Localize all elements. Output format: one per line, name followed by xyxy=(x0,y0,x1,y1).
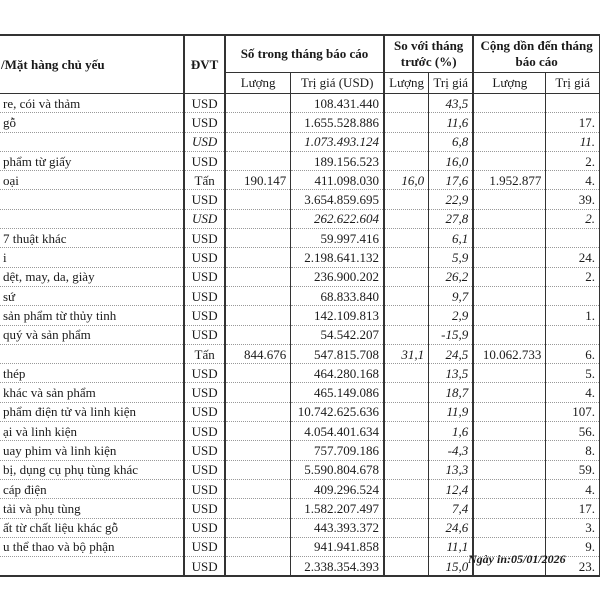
row-month-value: 1.655.528.886 xyxy=(291,113,384,132)
row-name xyxy=(0,132,184,151)
row-month-qty xyxy=(225,132,291,151)
row-unit: USD xyxy=(184,557,225,577)
row-month-qty xyxy=(225,557,291,577)
row-month-value: 10.742.625.636 xyxy=(291,402,384,421)
table-row xyxy=(0,171,600,190)
row-unit: USD xyxy=(184,402,225,421)
row-prev-qty xyxy=(384,557,429,577)
table-row xyxy=(0,460,600,479)
row-prev-value: 24,6 xyxy=(429,518,474,537)
row-prev-value: 5,9 xyxy=(429,248,474,267)
row-prev-qty xyxy=(384,248,429,267)
row-unit: USD xyxy=(184,229,225,248)
row-prev-qty xyxy=(384,499,429,518)
row-name xyxy=(0,344,184,363)
row-month-value: 142.109.813 xyxy=(291,306,384,325)
row-month-value: 941.941.858 xyxy=(291,537,384,556)
header-prev-group: So với tháng trước (%) xyxy=(384,35,473,73)
table-row xyxy=(0,344,600,363)
row-prev-value: 6,8 xyxy=(429,132,474,151)
row-cum-value: 3. xyxy=(546,518,600,537)
row-prev-qty xyxy=(384,537,429,556)
row-prev-qty xyxy=(384,132,429,151)
row-unit: USD xyxy=(184,151,225,170)
row-month-value: 2.338.354.393 xyxy=(291,557,384,577)
header-cum-group: Cộng dồn đến tháng báo cáo xyxy=(473,35,599,73)
row-prev-qty xyxy=(384,402,429,421)
header-month-qty: Lượng xyxy=(225,73,291,94)
row-cum-value: 2. xyxy=(546,267,600,286)
row-month-value: 5.590.804.678 xyxy=(291,460,384,479)
row-cum-qty xyxy=(473,402,546,421)
row-cum-value: 1. xyxy=(546,306,600,325)
header-cum-qty: Lượng xyxy=(473,73,546,94)
row-cum-qty xyxy=(473,151,546,170)
row-cum-qty xyxy=(473,209,546,228)
header-prev-qty: Lượng xyxy=(384,73,429,94)
row-cum-value xyxy=(546,325,600,344)
table-row xyxy=(0,286,600,305)
row-prev-value: -4,3 xyxy=(429,441,474,460)
table-row xyxy=(0,306,600,325)
row-cum-qty xyxy=(473,113,546,132)
row-cum-qty xyxy=(473,190,546,209)
row-cum-qty xyxy=(473,383,546,402)
row-prev-value: 24,5 xyxy=(429,344,474,363)
row-unit: USD xyxy=(184,422,225,441)
row-prev-qty: 16,0 xyxy=(384,171,429,190)
row-prev-qty xyxy=(384,383,429,402)
row-month-qty xyxy=(225,518,291,537)
table-row xyxy=(0,325,600,344)
row-month-qty xyxy=(225,537,291,556)
table-row xyxy=(0,422,600,441)
row-name: i xyxy=(0,248,184,267)
row-prev-value: 22,9 xyxy=(429,190,474,209)
row-cum-qty: 1.952.877 xyxy=(473,171,546,190)
table-row xyxy=(0,402,600,421)
row-month-qty xyxy=(225,267,291,286)
row-prev-value: -15,9 xyxy=(429,325,474,344)
row-unit: Tấn xyxy=(184,344,225,363)
table-row xyxy=(0,190,600,209)
row-cum-qty xyxy=(473,518,546,537)
row-month-qty xyxy=(225,94,291,113)
row-prev-value: 26,2 xyxy=(429,267,474,286)
row-cum-qty xyxy=(473,132,546,151)
row-prev-qty xyxy=(384,422,429,441)
row-cum-value: 107. xyxy=(546,402,600,421)
table-row xyxy=(0,132,600,151)
row-month-value: 547.815.708 xyxy=(291,344,384,363)
row-name: tải và phụ tùng xyxy=(0,499,184,518)
row-month-qty xyxy=(225,209,291,228)
row-name xyxy=(0,557,184,577)
header-cum-value: Trị giá xyxy=(546,73,600,94)
row-cum-value: 17. xyxy=(546,113,600,132)
row-name: gỗ xyxy=(0,113,184,132)
header-prev-value: Trị giá xyxy=(429,73,474,94)
row-unit: USD xyxy=(184,518,225,537)
row-cum-qty: 10.062.733 xyxy=(473,344,546,363)
header-unit: ĐVT xyxy=(184,35,225,94)
row-cum-value: 56. xyxy=(546,422,600,441)
row-month-value: 108.431.440 xyxy=(291,94,384,113)
row-prev-qty xyxy=(384,229,429,248)
row-prev-value: 11,1 xyxy=(429,537,474,556)
header-item: /Mặt hàng chủ yếu xyxy=(0,35,184,94)
row-cum-value: 4. xyxy=(546,383,600,402)
row-cum-qty xyxy=(473,267,546,286)
row-month-qty xyxy=(225,402,291,421)
row-cum-qty xyxy=(473,499,546,518)
row-name: thép xyxy=(0,364,184,383)
row-month-value: 189.156.523 xyxy=(291,151,384,170)
row-month-qty xyxy=(225,460,291,479)
row-cum-qty xyxy=(473,479,546,498)
row-cum-value: 2. xyxy=(546,151,600,170)
row-unit: USD xyxy=(184,499,225,518)
row-name: cáp điện xyxy=(0,479,184,498)
row-month-qty xyxy=(225,306,291,325)
row-unit: USD xyxy=(184,190,225,209)
row-prev-value: 2,9 xyxy=(429,306,474,325)
print-date: Ngày in:05/01/2026 xyxy=(468,552,566,566)
row-cum-qty xyxy=(473,460,546,479)
row-cum-qty xyxy=(473,286,546,305)
row-month-value: 443.393.372 xyxy=(291,518,384,537)
row-month-value: 1.582.207.497 xyxy=(291,499,384,518)
row-prev-value: 12,4 xyxy=(429,479,474,498)
row-unit: USD xyxy=(184,94,225,113)
row-month-value: 2.198.641.132 xyxy=(291,248,384,267)
row-prev-value: 11,9 xyxy=(429,402,474,421)
row-prev-value: 17,6 xyxy=(429,171,474,190)
row-unit: USD xyxy=(184,383,225,402)
row-prev-value: 27,8 xyxy=(429,209,474,228)
row-unit: USD xyxy=(184,537,225,556)
row-prev-qty xyxy=(384,325,429,344)
row-name: phẩm điện tử và linh kiện xyxy=(0,402,184,421)
row-month-value: 54.542.207 xyxy=(291,325,384,344)
row-prev-qty xyxy=(384,306,429,325)
table-row xyxy=(0,479,600,498)
row-month-qty xyxy=(225,499,291,518)
row-month-value: 59.997.416 xyxy=(291,229,384,248)
row-cum-value: 9. xyxy=(546,537,600,556)
row-name: oại xyxy=(0,171,184,190)
row-name: quý và sản phẩm xyxy=(0,325,184,344)
table-row xyxy=(0,113,600,132)
row-month-value: 757.709.186 xyxy=(291,441,384,460)
row-month-qty xyxy=(225,441,291,460)
row-name xyxy=(0,209,184,228)
row-month-qty: 190.147 xyxy=(225,171,291,190)
row-prev-qty xyxy=(384,113,429,132)
row-name: sứ xyxy=(0,286,184,305)
row-unit: USD xyxy=(184,132,225,151)
row-month-value: 411.098.030 xyxy=(291,171,384,190)
row-month-qty xyxy=(225,325,291,344)
row-name: sản phẩm từ thủy tinh xyxy=(0,306,184,325)
row-name: khác và sản phẩm xyxy=(0,383,184,402)
row-month-value: 68.833.840 xyxy=(291,286,384,305)
row-month-value: 464.280.168 xyxy=(291,364,384,383)
row-month-value: 236.900.202 xyxy=(291,267,384,286)
row-cum-qty xyxy=(473,441,546,460)
row-cum-value: 39. xyxy=(546,190,600,209)
row-month-qty xyxy=(225,286,291,305)
row-cum-value: 6. xyxy=(546,344,600,363)
row-unit: USD xyxy=(184,286,225,305)
table-row xyxy=(0,267,600,286)
row-month-qty: 844.676 xyxy=(225,344,291,363)
row-cum-value xyxy=(546,94,600,113)
row-month-qty xyxy=(225,113,291,132)
row-month-qty xyxy=(225,479,291,498)
row-unit: USD xyxy=(184,364,225,383)
row-cum-value: 8. xyxy=(546,441,600,460)
row-prev-value: 13,3 xyxy=(429,460,474,479)
row-month-value: 3.654.859.695 xyxy=(291,190,384,209)
row-prev-qty xyxy=(384,286,429,305)
row-cum-value: 23. xyxy=(546,557,600,577)
row-prev-value: 13,5 xyxy=(429,364,474,383)
row-prev-value: 7,4 xyxy=(429,499,474,518)
row-name: dệt, may, da, giày xyxy=(0,267,184,286)
table-row xyxy=(0,209,600,228)
row-cum-value: 4. xyxy=(546,171,600,190)
row-month-qty xyxy=(225,248,291,267)
row-name: phẩm từ giấy xyxy=(0,151,184,170)
table-row xyxy=(0,94,600,113)
row-prev-value: 18,7 xyxy=(429,383,474,402)
table-row xyxy=(0,441,600,460)
row-month-qty xyxy=(225,364,291,383)
row-prev-qty xyxy=(384,190,429,209)
row-name: ất từ chất liệu khác gỗ xyxy=(0,518,184,537)
row-prev-value: 9,7 xyxy=(429,286,474,305)
row-cum-value xyxy=(546,229,600,248)
row-cum-value: 2. xyxy=(546,209,600,228)
row-cum-qty xyxy=(473,306,546,325)
row-cum-value: 59. xyxy=(546,460,600,479)
row-name: bị, dụng cụ phụ tùng khác xyxy=(0,460,184,479)
row-prev-qty xyxy=(384,518,429,537)
row-prev-qty: 31,1 xyxy=(384,344,429,363)
row-cum-value: 17. xyxy=(546,499,600,518)
row-cum-value: 24. xyxy=(546,248,600,267)
header-month-value: Trị giá (USD) xyxy=(291,73,384,94)
table-row xyxy=(0,364,600,383)
row-prev-qty xyxy=(384,267,429,286)
row-cum-value: 5. xyxy=(546,364,600,383)
row-name: u thể thao và bộ phận xyxy=(0,537,184,556)
row-unit: USD xyxy=(184,479,225,498)
row-cum-qty xyxy=(473,94,546,113)
row-name: uay phim và linh kiện xyxy=(0,441,184,460)
export-table-sheet xyxy=(0,34,600,577)
row-prev-qty xyxy=(384,479,429,498)
row-prev-value: 16,0 xyxy=(429,151,474,170)
row-month-qty xyxy=(225,190,291,209)
table-row xyxy=(0,151,600,170)
table-body xyxy=(0,94,600,577)
row-unit: USD xyxy=(184,209,225,228)
row-prev-qty xyxy=(384,151,429,170)
row-unit: USD xyxy=(184,248,225,267)
row-unit: USD xyxy=(184,441,225,460)
row-prev-qty xyxy=(384,441,429,460)
row-prev-qty xyxy=(384,364,429,383)
row-month-qty xyxy=(225,383,291,402)
row-cum-qty xyxy=(473,325,546,344)
row-cum-qty xyxy=(473,248,546,267)
row-prev-value: 11,6 xyxy=(429,113,474,132)
row-month-value: 262.622.604 xyxy=(291,209,384,228)
table-row xyxy=(0,248,600,267)
row-month-value: 1.073.493.124 xyxy=(291,132,384,151)
row-unit: USD xyxy=(184,113,225,132)
row-unit: Tấn xyxy=(184,171,225,190)
row-cum-value xyxy=(546,286,600,305)
row-prev-value: 6,1 xyxy=(429,229,474,248)
table-row xyxy=(0,518,600,537)
row-prev-value: 43,5 xyxy=(429,94,474,113)
row-month-value: 409.296.524 xyxy=(291,479,384,498)
table-row xyxy=(0,499,600,518)
row-name xyxy=(0,190,184,209)
row-month-value: 465.149.086 xyxy=(291,383,384,402)
row-month-qty xyxy=(225,151,291,170)
row-cum-qty xyxy=(473,229,546,248)
row-unit: USD xyxy=(184,306,225,325)
row-name: 7 thuật khác xyxy=(0,229,184,248)
row-month-value: 4.054.401.634 xyxy=(291,422,384,441)
header-month-group: Số trong tháng báo cáo xyxy=(225,35,384,73)
table-row xyxy=(0,229,600,248)
row-unit: USD xyxy=(184,325,225,344)
row-unit: USD xyxy=(184,267,225,286)
row-unit: USD xyxy=(184,460,225,479)
row-prev-value: 15,0 xyxy=(429,557,474,577)
table-row xyxy=(0,383,600,402)
row-cum-value: 4. xyxy=(546,479,600,498)
row-cum-value: 11. xyxy=(546,132,600,151)
row-prev-qty xyxy=(384,460,429,479)
row-name: re, cói và thảm xyxy=(0,94,184,113)
row-name: ại và linh kiện xyxy=(0,422,184,441)
row-prev-value: 1,6 xyxy=(429,422,474,441)
row-prev-qty xyxy=(384,94,429,113)
row-prev-qty xyxy=(384,209,429,228)
row-month-qty xyxy=(225,422,291,441)
row-month-qty xyxy=(225,229,291,248)
row-cum-qty xyxy=(473,422,546,441)
export-commodities-table xyxy=(0,34,600,577)
row-cum-qty xyxy=(473,364,546,383)
